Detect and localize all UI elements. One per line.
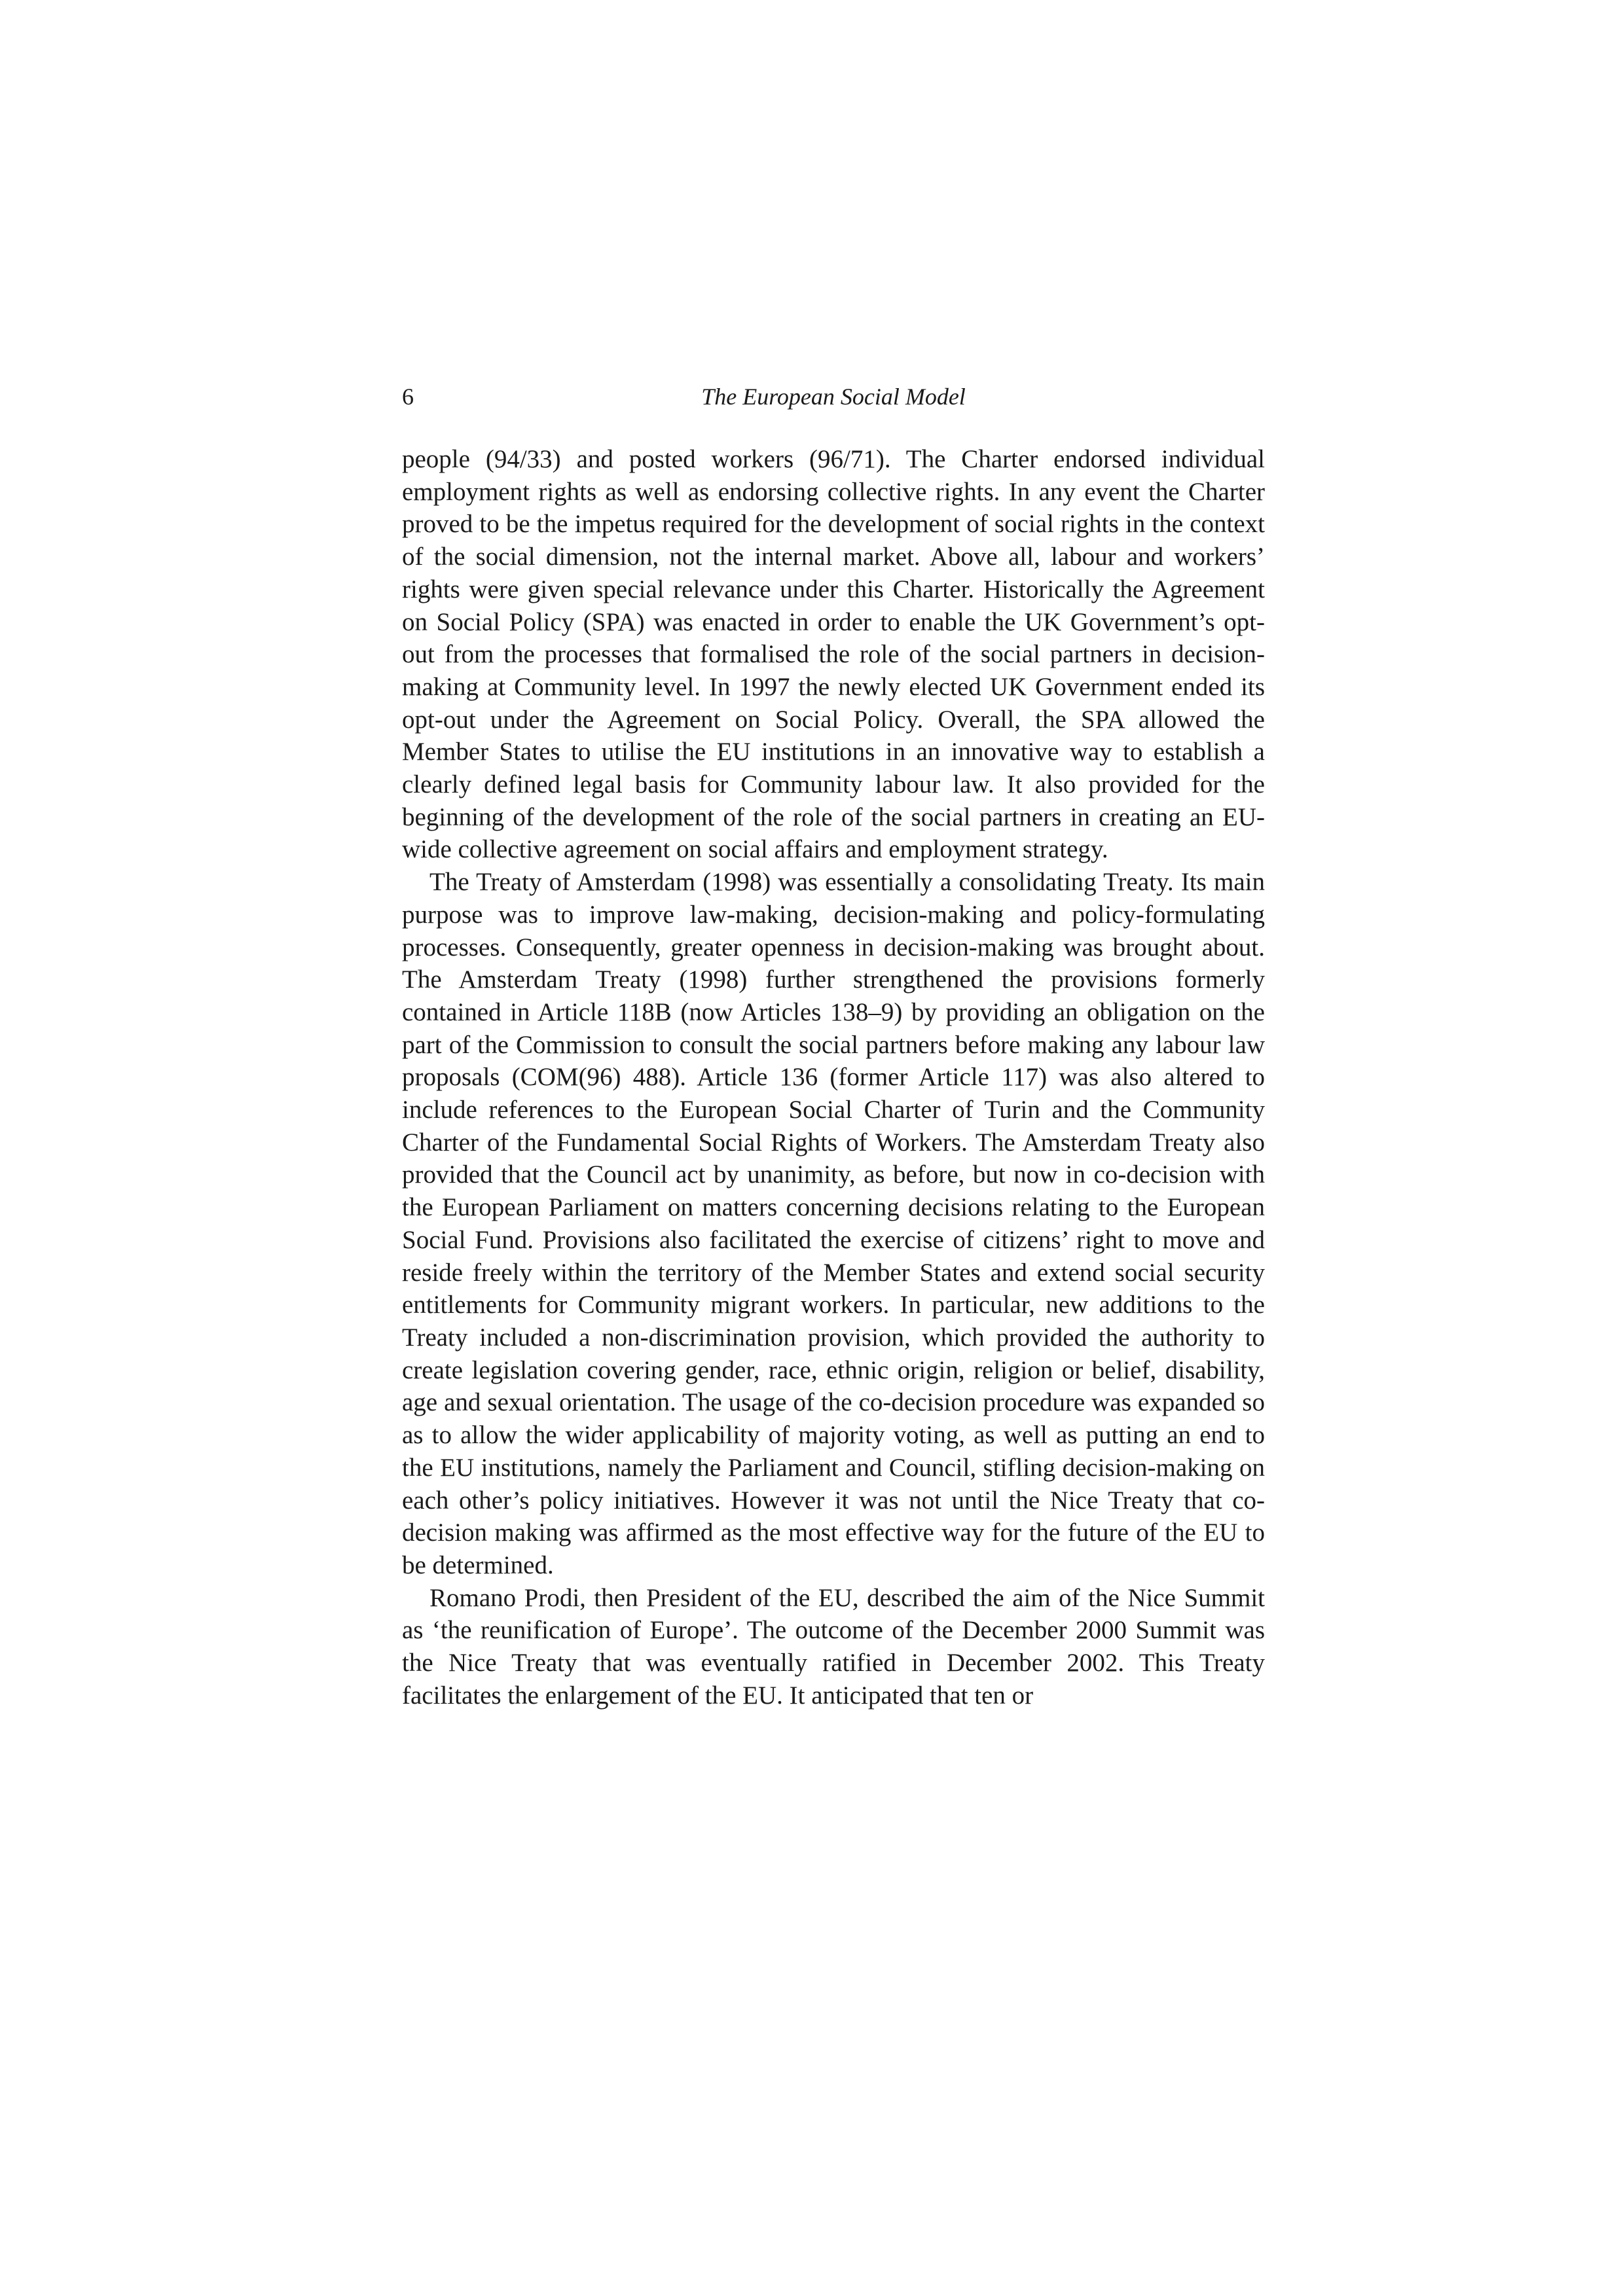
body-text	[402, 443, 1265, 1712]
paragraph: Romano Prodi, then President of the EU, described the aim of the Nice Summit as ‘the reunification of Europe’. The outcome of the December 2000 Summit was the Nice Treaty that was eventually ratified in December 2002. This Treaty facilitates the enlargement of the EU. It anticipated that ten or	[402, 1583, 1265, 1710]
page-header	[402, 377, 1265, 416]
page-number: 6	[402, 384, 414, 410]
paragraph: people (94/33) and posted workers (96/71). The Charter endorsed individual employment rights as well as endorsing collective rights. In any event the Charter proved to be the impetus required for the development of social rights in the context of the social dimension, not the internal market. Above all, labour and workers’ rights were given special relevance under this Charter. Historically the Agreement on Social Policy (SPA) was enacted in order to enable the UK Government’s opt-out from the processes that formalised the role of the social partners in decision-making at Community level. In 1997 the newly elected UK Government ended its opt-out under the Agreement on Social Policy. Overall, the SPA allowed the Member States to utilise the EU institutions in an innovative way to establish a clearly defined legal basis for Community labour law. It also provided for the beginning of the development of the role of the social partners in creating an EU-wide collective agreement on social affairs and employment strategy.	[402, 445, 1265, 864]
running-title: The European Social Model	[701, 384, 966, 410]
paragraph: The Treaty of Amsterdam (1998) was essentially a consolidating Treaty. Its main purpose was to improve law-making, decision-making and policy-formulating processes. Consequently, greater openness in decision-making was brought about. The Amsterdam Treaty (1998) further strengthened the provisions formerly contained in Article 118B (now Articles 138–9) by providing an obligation on the part of the Commission to consult the social partners before making any labour law proposals (COM(96) 488). Article 136 (former Article 117) was also altered to include references to the European Social Charter of Turin and the Community Charter of the Fundamental Social Rights of Workers. The Amsterdam Treaty also provided that the Council act by unanimity, as before, but now in co-decision with the European Parliament on matters concerning decisions relating to the European Social Fund. Provisions also facilitated the exercise of citizens’ right to move and reside freely within the territory of the Member States and extend social security entitlements for Community migrant workers. In particular, new additions to the Treaty included a non-discrimination provision, which provided the authority to create legislation covering gender, race, ethnic origin, religion or belief, disability, age and sexual orientation. The usage of the co-decision procedure was expanded so as to allow the wider applicability of majority voting, as well as putting an end to the EU institutions, namely the Parliament and Council, stifling decision-making on each other’s policy initiatives. However it was not until the Nice Treaty that co-decision making was affirmed as the most effective way for the future of the EU to be determined.	[402, 868, 1265, 1579]
